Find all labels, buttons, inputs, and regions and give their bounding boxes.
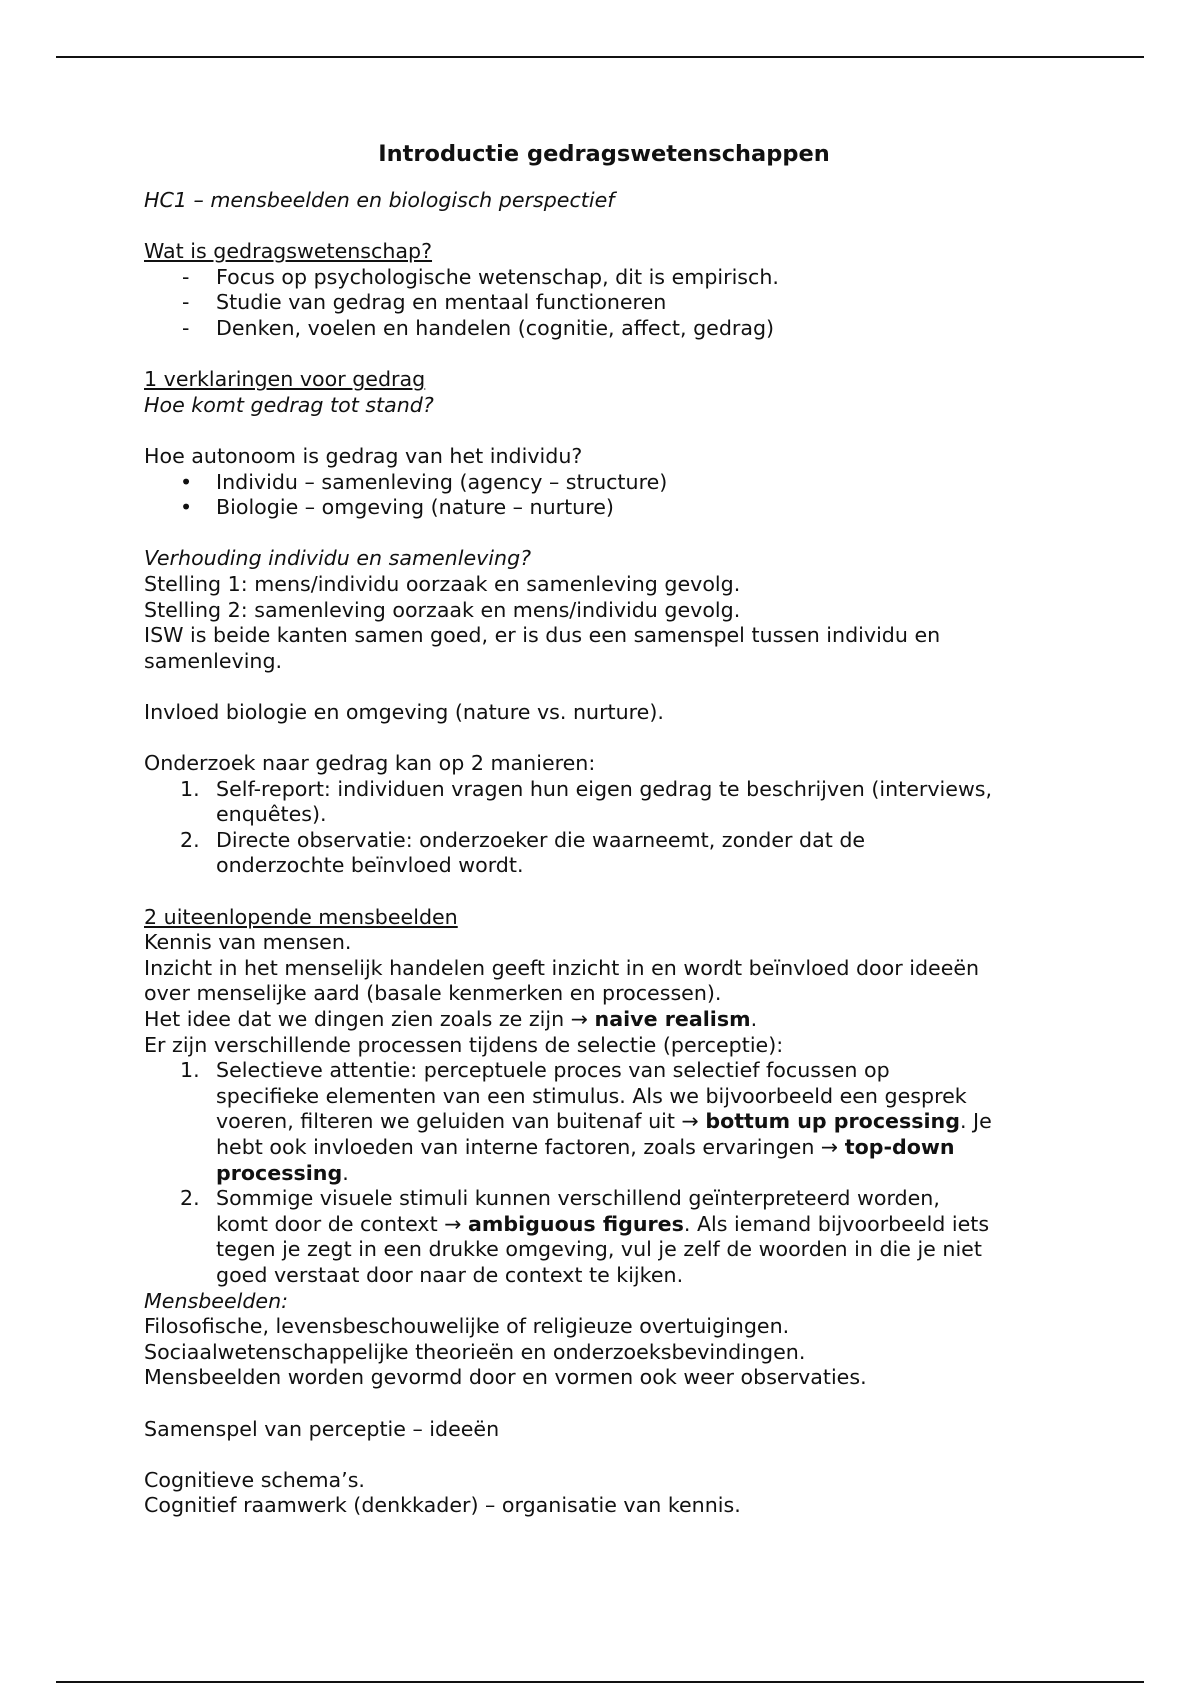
paragraph: samenleving. [144,648,283,673]
bold-term: top-down [844,1134,955,1159]
dash-marker: - [182,315,190,340]
list-item: • Individu – samenleving (agency – structure) [180,469,668,494]
paragraph: Cognitief raamwerk (denkkader) – organisatie van kennis. [144,1493,741,1518]
number-marker: 1. [180,1058,200,1083]
bullet-marker: • [180,495,193,520]
paragraph: Hoe autonoom is gedrag van het individu? [144,443,583,468]
paragraph: Mensbeelden worden gevormd door en vormen ook weer observaties. [144,1365,867,1390]
section-heading-mensbeelden: 2 uiteenlopende mensbeelden [144,904,458,929]
list-item: - Denken, voelen en handelen (cognitie, affect, gedrag) [182,315,775,340]
bold-term: processing [216,1160,343,1185]
list-item: 1. Selectieve attentie: perceptuele proces van selectief focussen op specifieke elementen van een stimulus. Als we bijvoorbeeld een gesprek voeren, filteren we geluiden van buitenaf uit → bottum up processing. Je hebt ook invloeden van interne factoren, zoals ervaringen → top-down processing. [180,1058,992,1185]
header-rule [56,56,1144,58]
list-item: - Focus op psychologische wetenschap, dit is empirisch. [182,264,779,289]
numbered-list [144,777,1064,879]
paragraph: over menselijke aard (basale kenmerken en processen). [144,981,722,1006]
footer-rule [56,1681,1144,1683]
paragraph: Inzicht in het menselijk handelen geeft inzicht in en wordt beïnvloed door ideeën [144,955,980,980]
paragraph: Stelling 1: mens/individu oorzaak en samenleving gevolg. [144,571,741,596]
number-marker: 1. [180,776,200,801]
list-item: 2. Sommige visuele stimuli kunnen verschillend geïnterpreteerd worden, komt door de context → ambiguous figures. Als iemand bijvoorbeeld iets tegen je zegt in een drukke omgeving, vul je zelf de woorden in die je niet goed verstaat door naar de context te kijken. [180,1186,990,1287]
paragraph: Filosofische, levensbeschouwelijke of religieuze overtuigingen. [144,1314,790,1339]
dash-marker: - [182,264,190,289]
paragraph: Kennis van mensen. [144,930,352,955]
question-text: Hoe komt gedrag tot stand? [144,392,434,417]
arrow-icon: → [570,1007,588,1031]
list-item: 2. Directe observatie: onderzoeker die waarneemt, zonder dat de onderzochte beïnvloed wordt. [180,827,866,878]
question-text: Verhouding individu en samenleving? [144,546,532,571]
paragraph: Het idee dat we dingen zien zoals ze zijn → naive realism. [144,1007,758,1031]
list-item: • Biologie – omgeving (nature – nurture) [180,495,614,520]
numbered-list [144,1058,1064,1288]
paragraph: Invloed biologie en omgeving (nature vs. nurture). [144,699,664,724]
lecture-subtitle: HC1 – mensbeelden en biologisch perspectief [144,188,615,212]
paragraph: Samenspel van perceptie – ideeën [144,1416,500,1441]
bold-term: ambiguous figures [468,1211,684,1236]
section-heading-verklaringen: 1 verklaringen voor gedrag [144,367,426,392]
paragraph: Sociaalwetenschappelijke theorieën en onderzoeksbevindingen. [144,1339,806,1364]
paragraph: Stelling 2: samenleving oorzaak en mens/individu gevolg. [144,597,741,622]
bold-term: bottum up processing [705,1109,960,1134]
list-item: - Studie van gedrag en mentaal functioneren [182,290,667,315]
section-heading-gedragswetenschap: Wat is gedragswetenschap? [144,239,433,264]
bullet-marker: • [180,469,193,494]
paragraph: Cognitieve schema’s. [144,1467,365,1492]
subheading-mensbeelden: Mensbeelden: [144,1288,289,1313]
bullet-list [144,470,1064,521]
paragraph: Onderzoek naar gedrag kan op 2 manieren: [144,751,596,776]
definition-list [144,265,1064,342]
arrow-icon: → [820,1134,839,1159]
list-item: 1. Self-report: individuen vragen hun eigen gedrag te beschrijven (interviews, enquêtes). [180,776,993,827]
arrow-icon: → [681,1109,699,1134]
number-marker: 2. [180,1186,200,1211]
document-title: Introductie gedragswetenschappen [378,141,830,167]
arrow-icon: → [444,1211,462,1236]
dash-marker: - [182,290,190,315]
paragraph: Er zijn verschillende processen tijdens de selectie (perceptie): [144,1032,784,1057]
paragraph: ISW is beide kanten samen goed, er is dus een samenspel tussen individu en [144,623,941,648]
bold-term: naive realism [594,1007,751,1031]
document-body [144,140,1064,1519]
number-marker: 2. [180,827,200,852]
